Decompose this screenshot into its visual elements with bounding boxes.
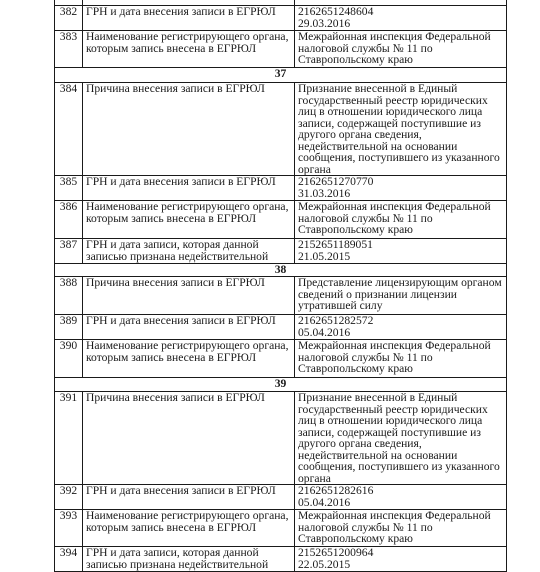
field-name-cell: Наименование регистрирующего органа, которым запись внесена в ЕГРЮЛ [83, 340, 295, 378]
field-value-cell: Межрайонная инспекция Федеральной налоговой службы № 11 по Ставропольскому краю [295, 510, 507, 547]
row-number: 393 [55, 510, 83, 547]
table-row [55, 547, 507, 572]
row-number: 387 [55, 239, 83, 264]
field-value-cell: Межрайонная инспекция Федеральной налоговой службы № 11 по Ставропольскому краю [295, 340, 507, 378]
field-name-cell: Наименование регистрирующего органа, которым запись внесена в ЕГРЮЛ [83, 31, 295, 68]
field-name-cell: ГРН и дата внесения записи в ЕГРЮЛ [83, 176, 295, 201]
table-row [55, 83, 507, 176]
field-value-cell: 2152651189051 21.05.2015 [295, 239, 507, 264]
row-number: 382 [55, 6, 83, 31]
table-row [55, 277, 507, 315]
field-name-cell: ГРН и дата записи, которая данной записью признана недействительной [83, 239, 295, 264]
table-row [55, 201, 507, 239]
field-name-cell: Причина внесения записи в ЕГРЮЛ [83, 83, 295, 176]
field-name-cell: Наименование регистрирующего органа, которым запись внесена в ЕГРЮЛ [83, 510, 295, 547]
row-number: 383 [55, 31, 83, 68]
field-name-cell: ГРН и дата внесения записи в ЕГРЮЛ [83, 485, 295, 510]
egrul-record-table [54, 0, 507, 572]
section-header-row [55, 68, 507, 83]
table-row [55, 239, 507, 264]
section-number: 37 [55, 68, 507, 83]
section-number: 38 [55, 264, 507, 277]
row-number: 384 [55, 83, 83, 176]
field-value-cell: 2162651282616 05.04.2016 [295, 485, 507, 510]
row-number: 391 [55, 392, 83, 485]
section-number: 39 [55, 378, 507, 392]
field-name-cell: ГРН и дата внесения записи в ЕГРЮЛ [83, 315, 295, 340]
field-name-cell: Причина внесения записи в ЕГРЮЛ [83, 392, 295, 485]
field-value-cell: Межрайонная инспекция Федеральной налоговой службы № 11 по Ставропольскому краю [295, 201, 507, 239]
section-header-row [55, 378, 507, 392]
row-number: 390 [55, 340, 83, 378]
table-row [55, 31, 507, 68]
row-number: 389 [55, 315, 83, 340]
table-row [55, 392, 507, 485]
field-value-cell: Признание внесенной в Единый государственный реестр юридических лиц в отношении юридического лица записи, содержащей поступившие из другого органа сведения, недействительной на основании сообщения, поступившего из указанного органа [295, 392, 507, 485]
row-number: 388 [55, 277, 83, 315]
field-value-cell: Межрайонная инспекция Федеральной налоговой службы № 11 по Ставропольскому краю [295, 31, 507, 68]
field-value-cell: 2162651248604 29.03.2016 [295, 6, 507, 31]
field-name-cell: Причина внесения записи в ЕГРЮЛ [83, 277, 295, 315]
row-number: 394 [55, 547, 83, 572]
field-name-cell: ГРН и дата внесения записи в ЕГРЮЛ [83, 6, 295, 31]
section-header-row [55, 264, 507, 277]
field-value-cell: Представление лицензирующим органом сведений о признании лицензии утратившей силу [295, 277, 507, 315]
field-value-cell: 2162651270770 31.03.2016 [295, 176, 507, 201]
field-value-cell: 2152651200964 22.05.2015 [295, 547, 507, 572]
field-value-cell: 2162651282572 05.04.2016 [295, 315, 507, 340]
row-number: 392 [55, 485, 83, 510]
table-body [55, 0, 507, 572]
table-row [55, 6, 507, 31]
field-name-cell: Наименование регистрирующего органа, которым запись внесена в ЕГРЮЛ [83, 201, 295, 239]
field-value-cell: Признание внесенной в Единый государственный реестр юридических лиц в отношении юридического лица записи, содержащей поступившие из другого органа сведения, недействительной на основании сообщения, поступившего из указанного органа [295, 83, 507, 176]
field-name-cell: ГРН и дата записи, которая данной записью признана недействительной [83, 547, 295, 572]
table-row [55, 315, 507, 340]
table-row [55, 340, 507, 378]
table-row [55, 510, 507, 547]
row-number: 386 [55, 201, 83, 239]
table-row [55, 485, 507, 510]
row-number: 385 [55, 176, 83, 201]
table-row [55, 176, 507, 201]
